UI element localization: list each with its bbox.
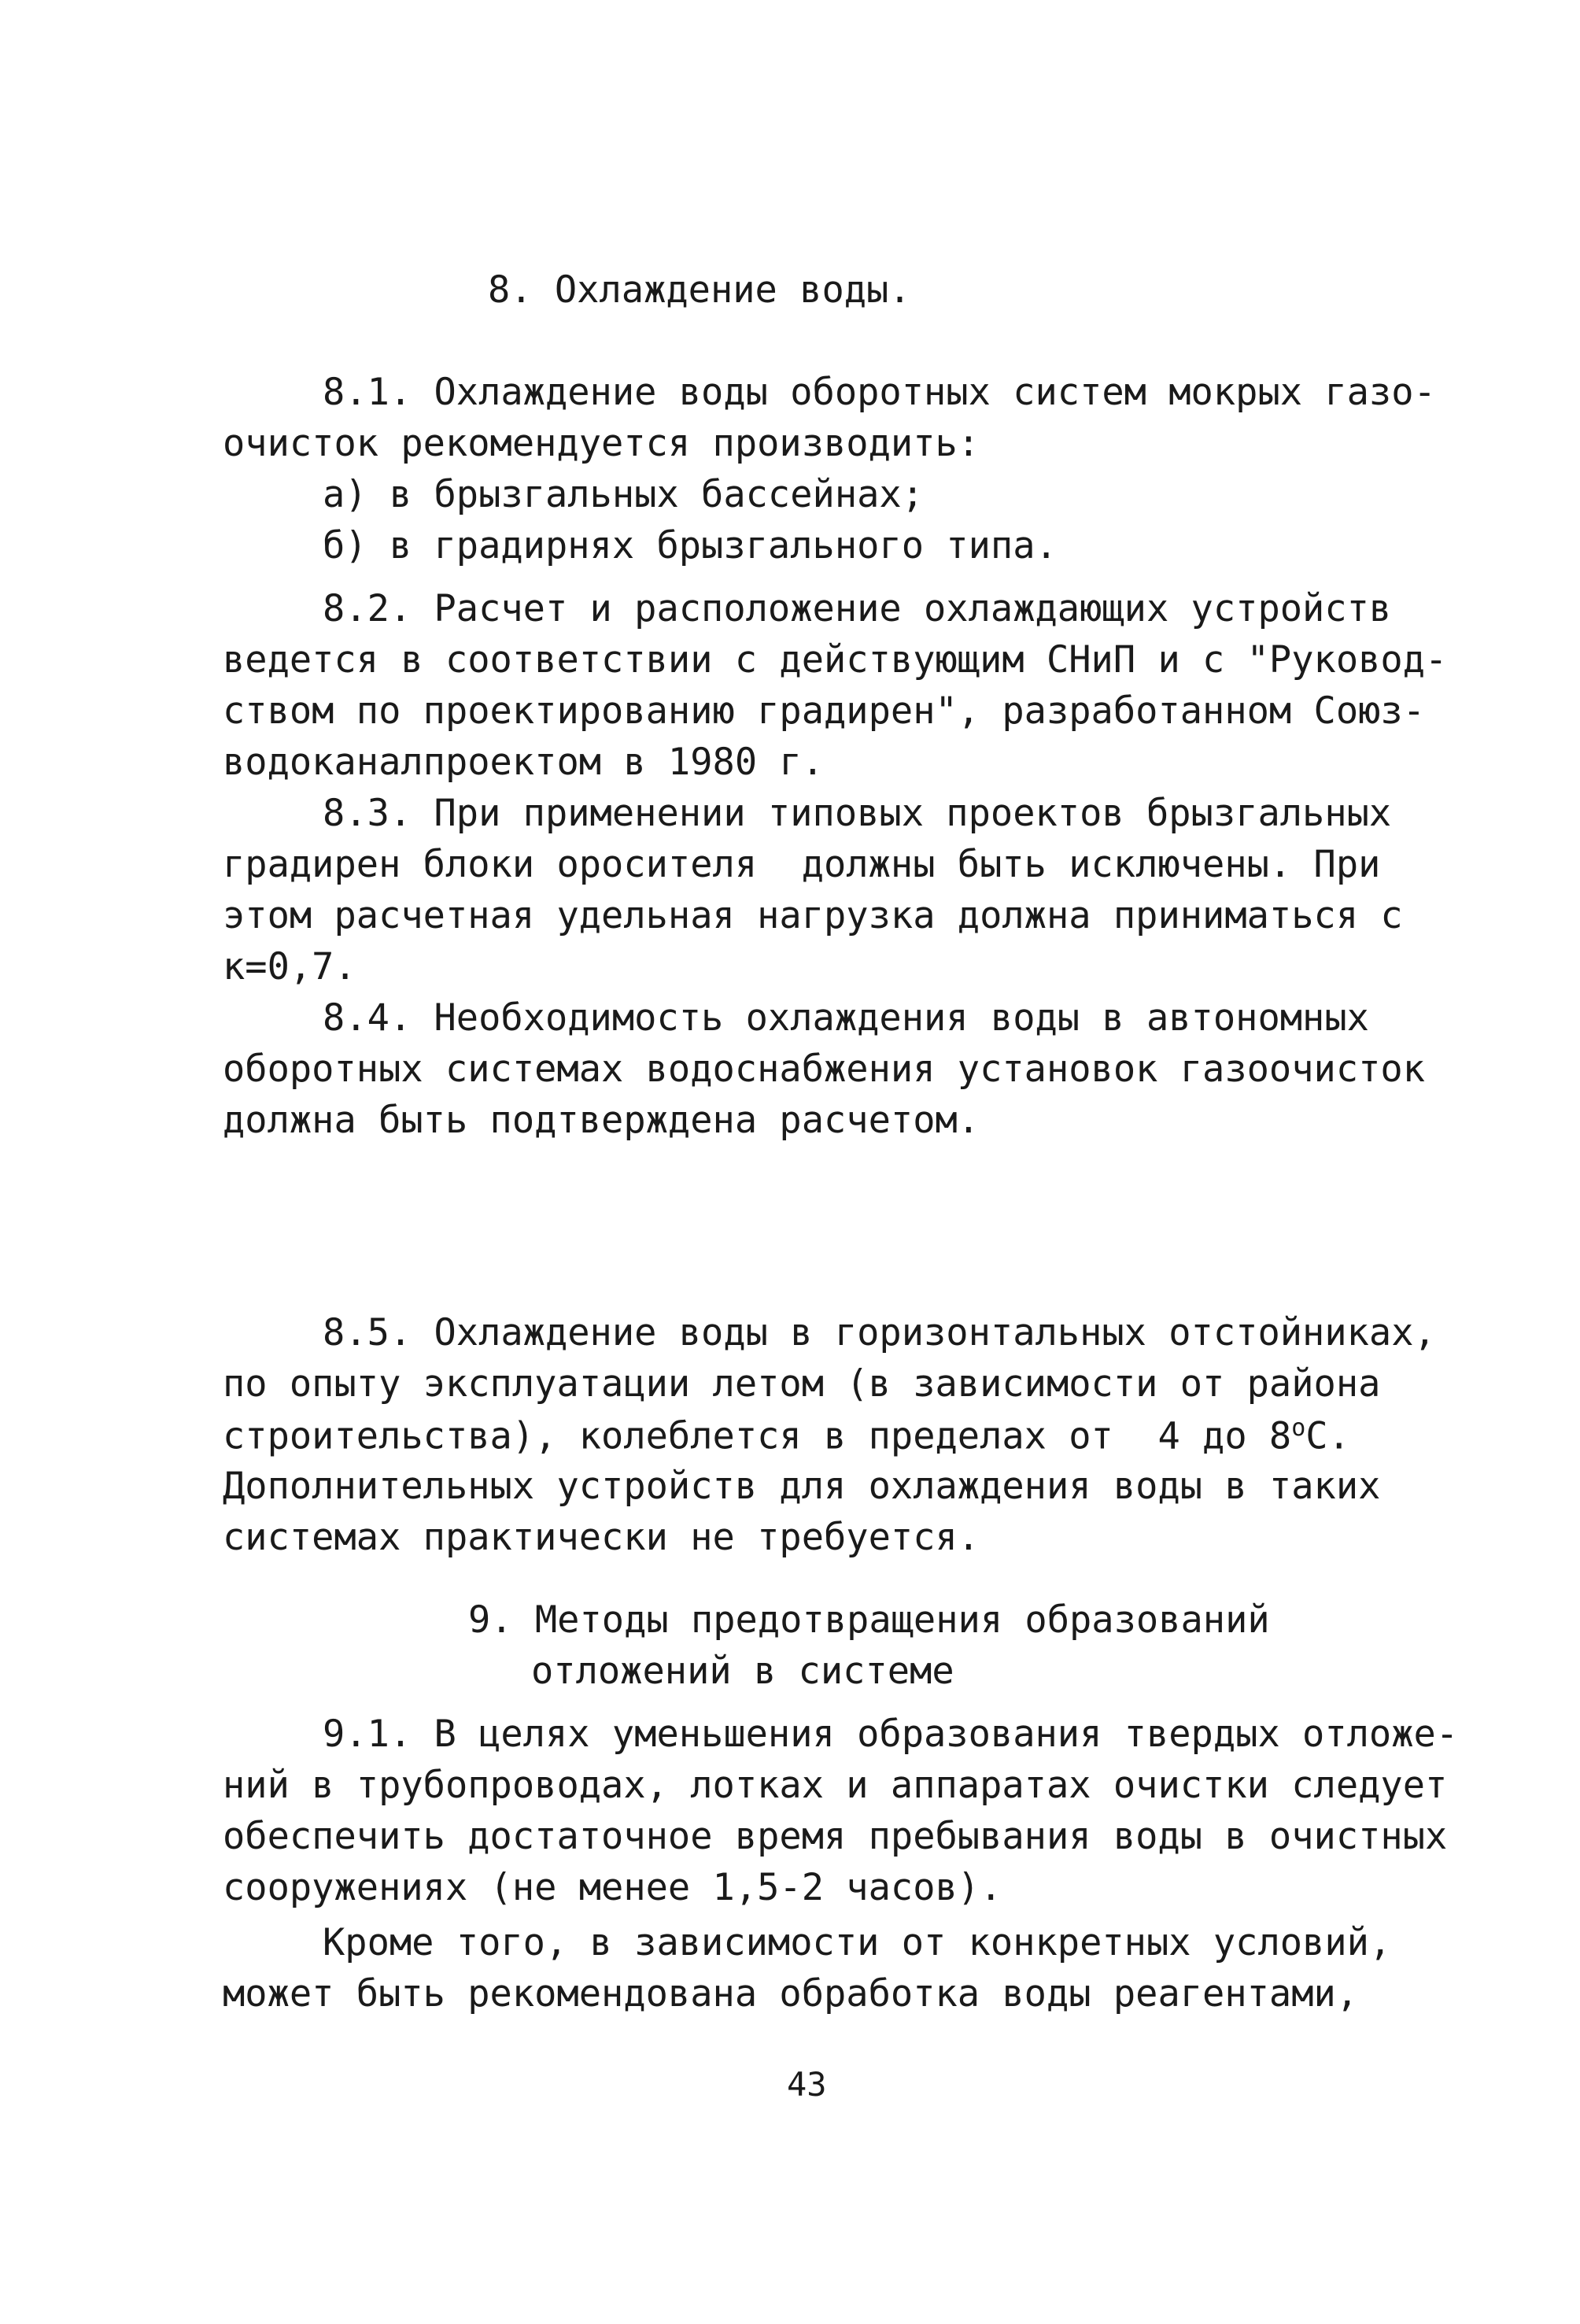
para-8-3-line-4: к=0,7. [223,945,356,988]
para-8-3-line-3: этом расчетная удельная нагрузка должна приниматься с [223,894,1403,937]
para-8-2-line-1: 8.2. Расчет и расположение охлаждающих устройств [323,587,1392,630]
para-8-5-line-3 [223,1414,1350,1458]
para-8-5-line-1: 8.5. Охлаждение воды в горизонтальных отстойниках, [323,1311,1436,1354]
para-8-4-line-2: оборотных системах водоснабжения установок газоочисток [223,1047,1426,1091]
para-8-1-item-b: б) в градирнях брызгального типа. [323,524,1058,567]
para-8-2-line-3: ством по проектированию градирен", разработанном Союз- [223,689,1426,733]
para-8-3-line-2: градирен блоки оросителя должны быть исключены. При [223,843,1381,886]
para-8-3-line-1: 8.3. При применении типовых проектов брызгальных [323,792,1392,835]
section-9-heading-line-1: 9. Методы предотвращения образований [468,1598,1270,1642]
para-8-1-line-2: очисток рекомендуется производить: [223,422,980,465]
para-8-4-line-1: 8.4. Необходимость охлаждения воды в автономных [323,996,1369,1040]
section-8-heading: 8. Охлаждение воды. [488,268,911,312]
para-9-1-line-1: 9.1. В целях уменьшения образования твердых отложе- [323,1713,1459,1756]
para-8-1-line-1: 8.1. Охлаждение воды оборотных систем мокрых газо- [323,371,1436,414]
para-9-2-line-1: Кроме того, в зависимости от конкретных условий, [323,1921,1392,1964]
section-9-heading-line-2: отложений в системе [531,1650,954,1693]
para-8-5-line-2: по опыту эксплуатации летом (в зависимости от района [223,1362,1381,1406]
para-8-5-line-3-text: строительства), колеблется в пределах от 4 до 8 [223,1414,1292,1458]
para-8-1-item-a: а) в брызгальных бассейнах; [323,473,925,516]
para-9-1-line-4: сооружениях (не менее 1,5-2 часов). [223,1866,1002,1909]
para-8-5-line-5: системах практически не требуется. [223,1516,980,1559]
page-number: 43 [787,2065,827,2104]
unit-celsius: С. [1305,1414,1350,1458]
para-8-4-line-3: должна быть подтверждена расчетом. [223,1099,980,1142]
para-9-1-line-3: обеспечить достаточное время пребывания воды в очистных [223,1815,1448,1858]
para-9-1-line-2: ний в трубопроводах, лотках и аппаратах очистки следует [223,1764,1448,1807]
para-8-5-line-4: Дополнительных устройств для охлаждения воды в таких [223,1465,1381,1508]
para-8-2-line-2: ведется в соответствии с действующим СНиП и с "Руковод- [223,638,1448,682]
para-9-2-line-2: может быть рекомендована обработка воды реагентами, [223,1972,1359,2015]
para-8-2-line-4: водоканалпроектом в 1980 г. [223,741,825,784]
degree-superscript: о [1291,1414,1306,1442]
